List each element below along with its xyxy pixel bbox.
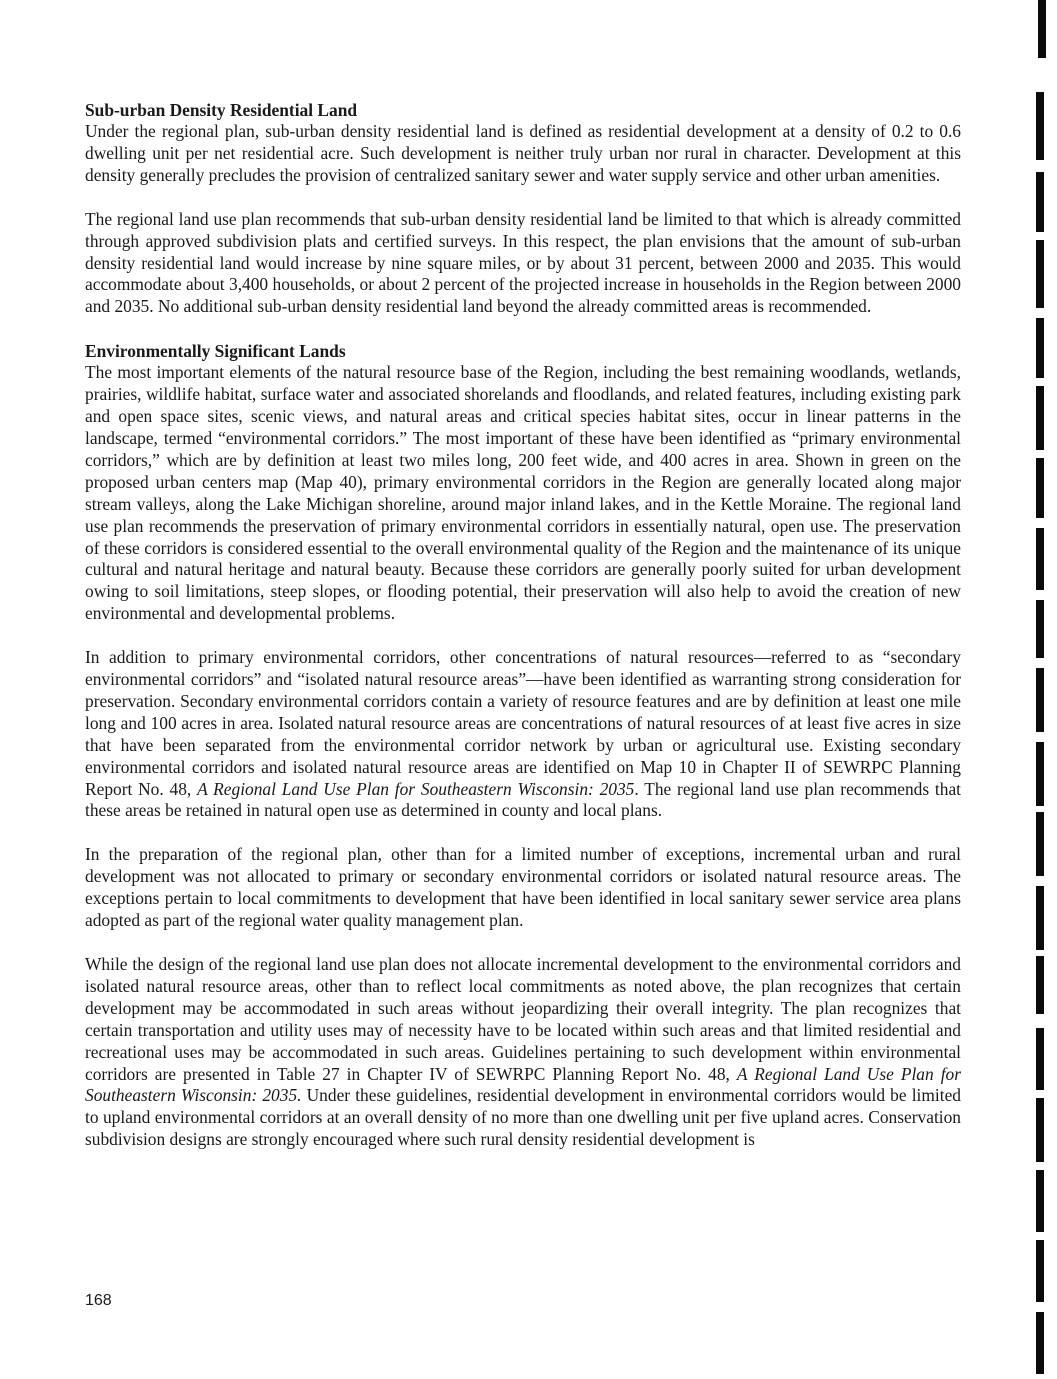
paragraph-suburban-recommendation: The regional land use plan recommends that sub-urban density residential land be limited to that which is already committed through approved subdivision plats and certified surveys. In this respect, the plan envisions that the amount of sub-urban density residential land would increase by nine square miles, or by about 31 percent, between 2000 and 2035. This would accommodate about 3,400 households, or about 2 percent of the projected increase in households in the Region between 2000 and 2035. No additional sub-urban density residential land beyond the already committed areas is recommended. [85,208,961,317]
binding-mark [1036,1170,1044,1232]
paragraph-development-guidelines [85,954,961,1151]
binding-mark [1036,812,1044,876]
binding-mark [1036,1312,1044,1374]
binding-mark [1036,668,1044,732]
section-heading-suburban-density: Sub-urban Density Residential Land [85,100,358,120]
binding-mark [1036,1240,1044,1302]
binding-mark [1036,1098,1044,1162]
report-title-citation: A Regional Land Use Plan for Southeastern Wisconsin: 2035 [197,778,635,799]
scan-binding-marks [1030,0,1057,1379]
binding-mark [1036,1028,1044,1090]
page-number: 168 [85,1292,112,1309]
binding-mark [1038,0,1046,58]
paragraph-primary-corridors: The most important elements of the natural resource base of the Region, including the best remaining woodlands, wetlands, prairies, wildlife habitat, surface water and associated shorelands and floodlands, and related features, including existing park and open space sites, scenic views, and natural areas and critical species habitat sites, occur in linear patterns in the landscape, termed “environmental corridors.” The most important of these have been identified as “primary environmental corridors,” which are by definition at least two miles long, 200 feet wide, and 400 acres in area. Shown in green on the proposed urban centers map (Map 40), primary environmental corridors in the Region are generally located along major stream valleys, along the Lake Michigan shoreline, around major inland lakes, and in the Kettle Moraine. The regional land use plan recommends the preservation of primary environmental corridors in essentially natural, open use. The preservation of these corridors is considered essential to the overall environmental quality of the Region and the maintenance of its unique cultural and natural heritage and natural beauty. Because these corridors are generally poorly suited for urban development owing to soil limitations, steep slopes, or flooding potential, their preservation will also help to avoid the creation of new environmental and developmental problems. [85,362,961,624]
binding-mark [1036,386,1044,450]
binding-mark [1036,886,1044,950]
binding-mark [1036,318,1044,378]
binding-mark [1036,956,1044,1014]
paragraph-final-text-b: Under these guidelines, residential development in environmental corridors would be limited to upland environmental corridors at an overall density of no more than one dwelling unit per five upland acres. Conservation subdivision designs are strongly encouraged where such rural density residential development is [85,1085,961,1150]
binding-mark [1036,600,1044,658]
paragraph-secondary-text-a: In addition to primary environmental corridors, other concentrations of natural resources—referred to as “secondary environmental corridors” and “isolated natural resource areas”—have been identified as warranting strong consideration for preservation. Secondary environmental corridors contain a variety of resource features and are by definition at least one mile long and 100 acres in area. Isolated natural resource areas are concentrations of natural resources of at least five acres in size that have been separated from the environmental corridor network by urban or agricultural use. Existing secondary environmental corridors and isolated natural resource areas are identified on Map 10 in Chapter II of SEWRPC Planning Report No. 48, [85,647,961,799]
paragraph-secondary-corridors [85,647,961,822]
section-heading-environmental-lands: Environmentally Significant Lands [85,341,346,362]
paragraph-suburban-definition: Under the regional plan, sub-urban density residential land is defined as residential development at a density of 0.2 to 0.6 dwelling unit per net residential acre. Such development is neither truly urban nor rural in character. Development at this density generally precludes the provision of centralized sanitary sewer and water supply service and other urban amenities. [85,121,961,185]
binding-mark [1036,528,1044,590]
binding-mark [1036,240,1044,308]
binding-mark [1036,742,1044,806]
document-page [85,99,961,1151]
paragraph-exceptions: In the preparation of the regional plan, other than for a limited number of exceptions, incremental urban and rural development was not allocated to primary or secondary environmental corridors or isolated natural resource areas. The exceptions pertain to local commitments to development that have been identified in local sanitary sewer service area plans adopted as part of the regional water quality management plan. [85,844,961,931]
paragraph-final-text-a: While the design of the regional land use plan does not allocate incremental development to the environmental corridors and isolated natural resource areas, other than to reflect local commitments as noted above, the plan recognizes that certain development may be accommodated in such areas without jeopardizing their overall integrity. The plan recognizes that certain transportation and utility uses may of necessity have to be located within such areas and that limited residential and recreational uses may be accommodated in such areas. Guidelines pertaining to such development within environmental corridors are presented in Table 27 in Chapter IV of SEWRPC Planning Report No. 48, [85,954,961,1084]
report-title-citation-2: A Regional Land Use Plan for Southeastern Wisconsin: 2035. [85,1063,961,1106]
binding-mark [1036,92,1044,160]
paragraph-secondary-text-b: . The regional land use plan recommends that these areas be retained in natural open use as determined in county and local plans. [85,778,962,821]
binding-mark [1036,172,1044,232]
binding-mark [1036,458,1044,518]
